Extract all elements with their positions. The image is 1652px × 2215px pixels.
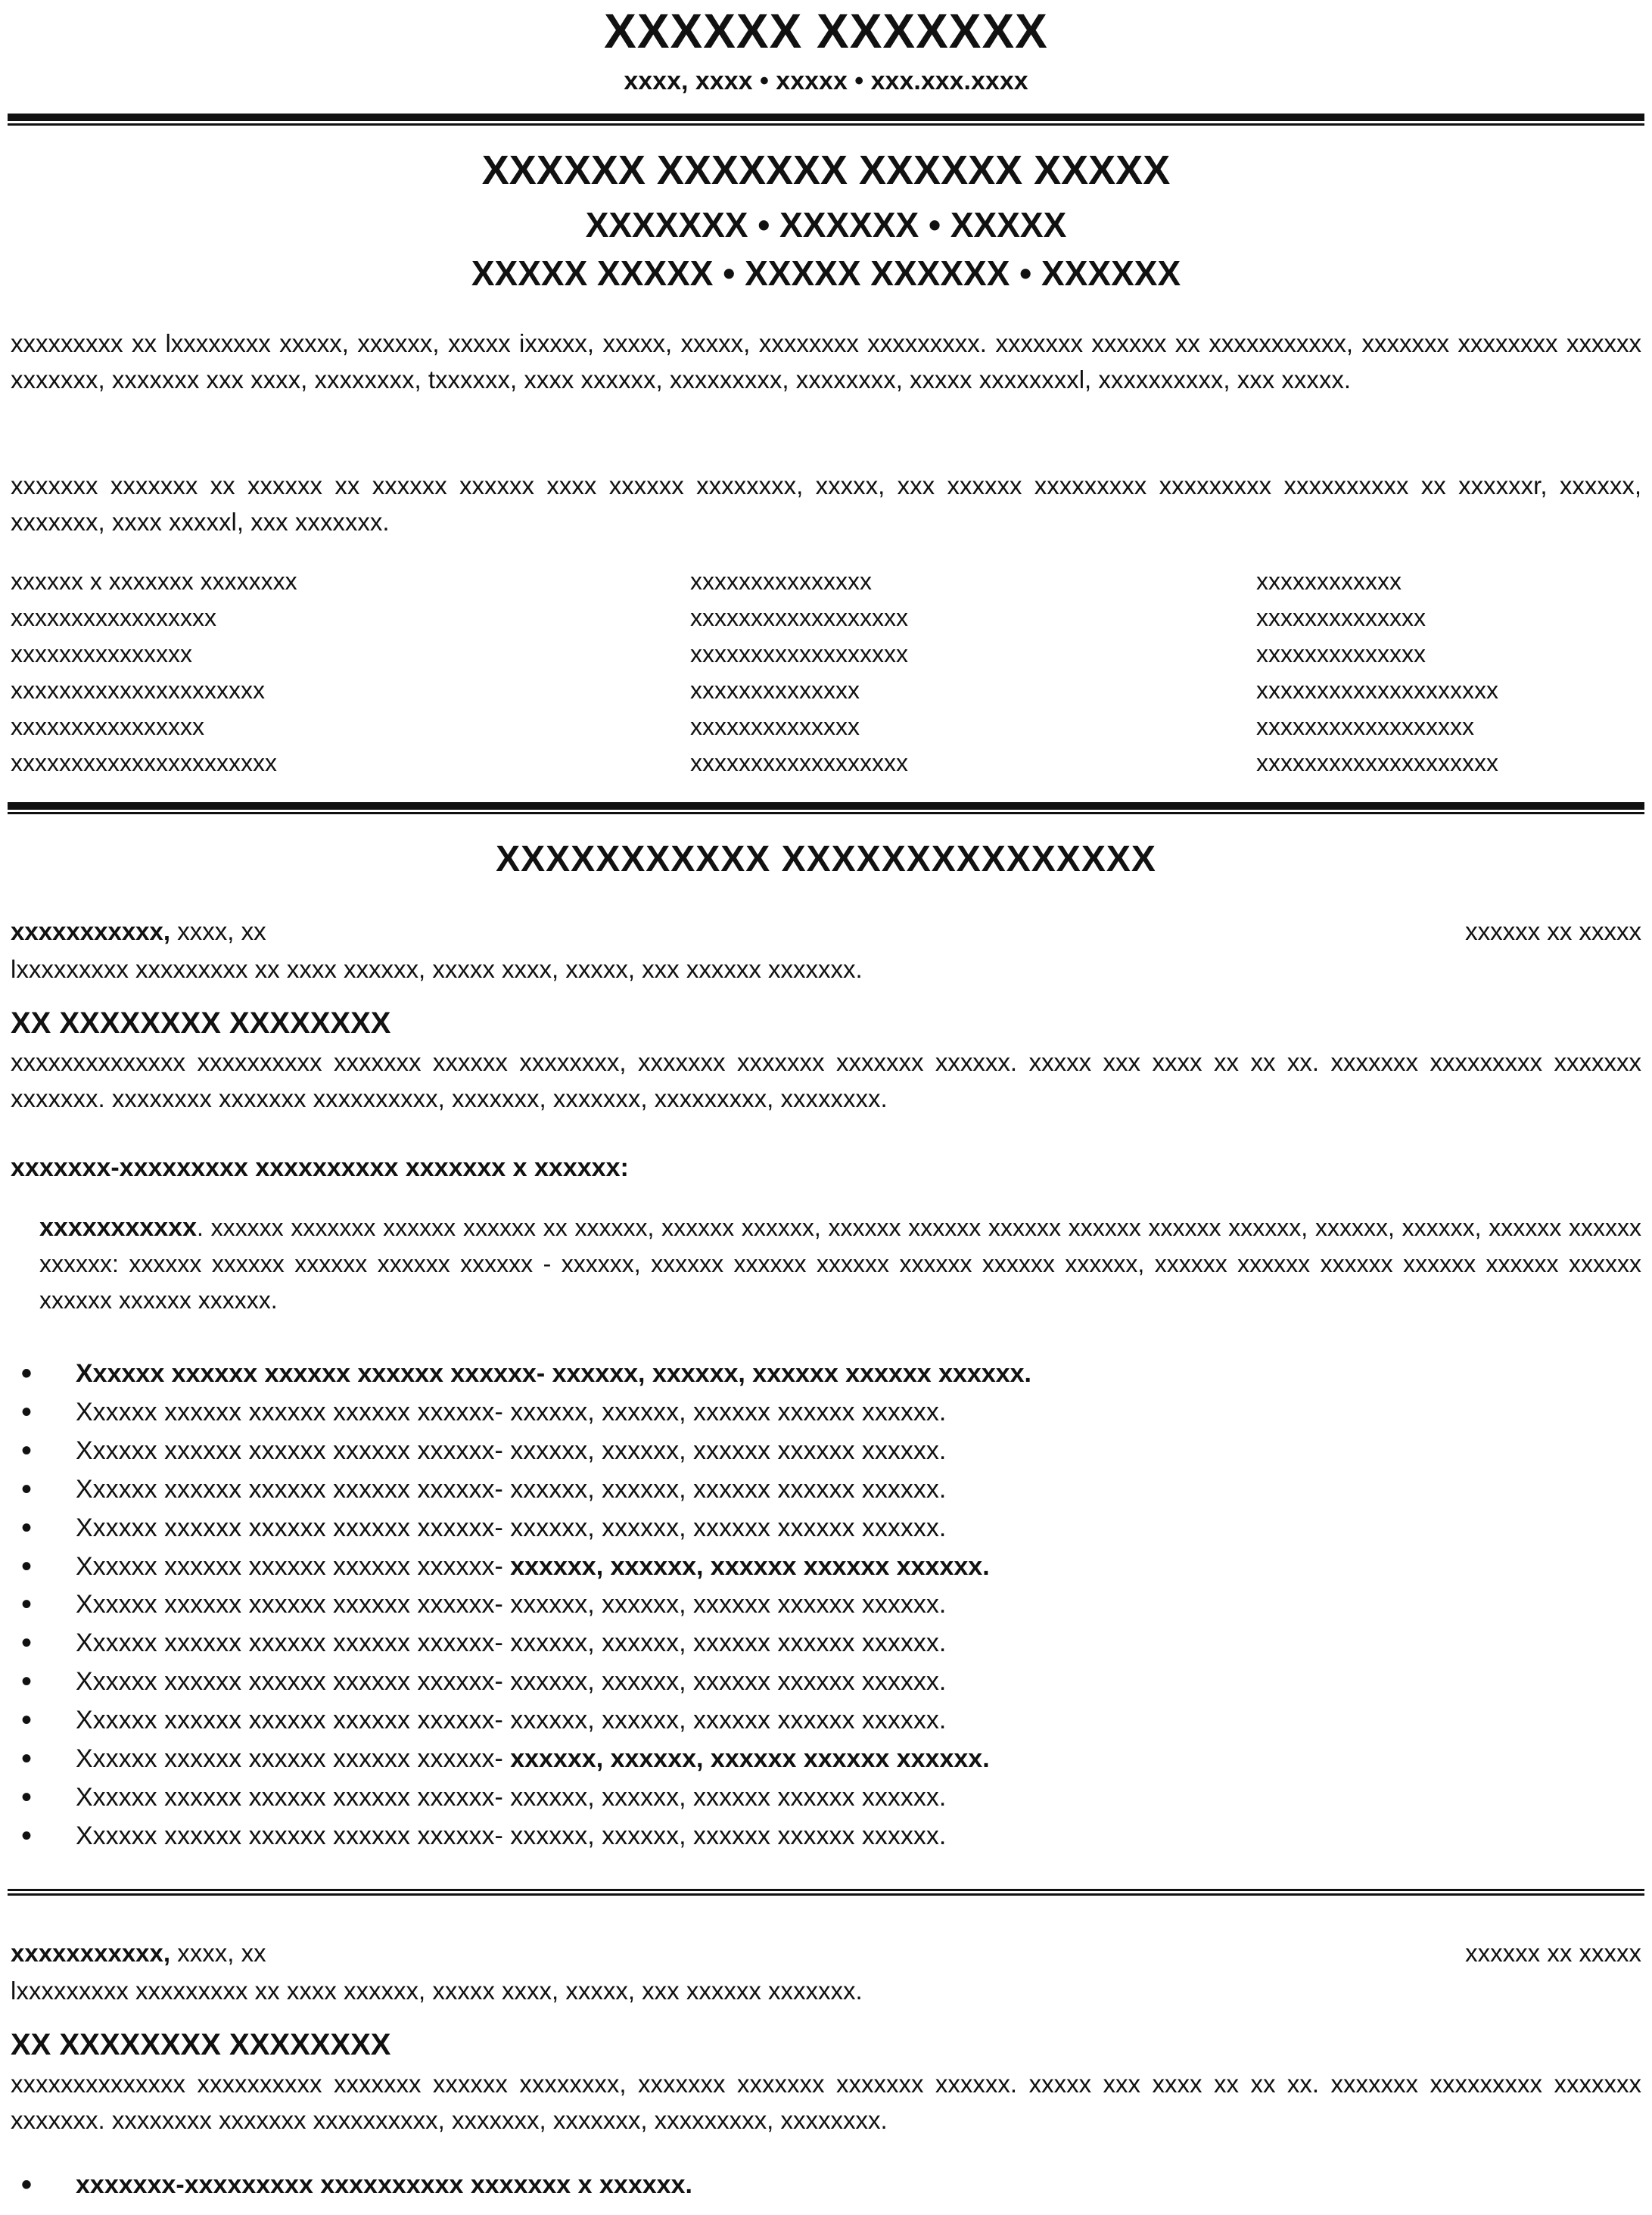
skill-item: xxxxxxxxxxxxxxx [11, 640, 192, 667]
skill-item: xxxxxxxxxxxxxxxxxx [1256, 713, 1474, 740]
bullet-icon: • [21, 1472, 33, 1506]
skill-item: xxxxxxxxxxxxxxxxxxxxxx [11, 749, 277, 776]
list-item: • Xxxxxx xxxxxx xxxxxx xxxxxx xxxxxx- xxxxxx, xxxxxx, xxxxxx xxxxxx xxxxxx. [76, 1432, 1031, 1470]
job1-location: xxxx, xx [170, 917, 266, 945]
bullet-icon: • [21, 1703, 33, 1737]
skill-item: xxxxxxxxxxxx [1256, 568, 1402, 595]
list-item: • xxxxxxx-xxxxxxxxx xxxxxxxxxx xxxxxxx x xxxxxx. [76, 2166, 692, 2204]
bullet-icon: • [21, 2168, 33, 2201]
divider-job2 [8, 1889, 1644, 1896]
skill-item: xxxxxxxxxxxxxxxxx [11, 604, 216, 631]
profile-paragraph-2: xxxxxxx xxxxxxx xx xxxxxx xx xxxxxx xxxxxx xxxx xxxxxx xxxxxxxx, xxxxx, xxx xxxxxx xxxxxxxxx xxxxxxxxx xxxxxxxxxx xx xxxxxxr, xxxxxx, xxxxxxx, xxxx xxxxxl, xxx xxxxxxx. [11, 471, 1641, 536]
job2-bullet-list [15, 2166, 692, 2204]
skills-column-2 [690, 563, 908, 781]
list-item: • Xxxxxx xxxxxx xxxxxx xxxxxx xxxxxx- xxxxxx, xxxxxx, xxxxxx xxxxxx xxxxxx. [76, 1624, 1031, 1663]
job1-role: XX XXXXXXXX XXXXXXXX [11, 1006, 391, 1040]
skill-item: xxxxxxxxxxxxxx [690, 713, 860, 740]
job2-role: XX XXXXXXXX XXXXXXXX [11, 2028, 391, 2061]
job1-summary-lead: xxxxxxxxxxx [39, 1213, 198, 1242]
list-item: • Xxxxxx xxxxxx xxxxxx xxxxxx xxxxxx- xxxxxx, xxxxxx, xxxxxx xxxxxx xxxxxx. [76, 1778, 1031, 1817]
bullet-icon: • [21, 1626, 33, 1660]
bullet-icon: • [21, 1395, 33, 1429]
bullet-icon: • [21, 1433, 33, 1467]
list-item: • Xxxxxx xxxxxx xxxxxx xxxxxx xxxxxx- xxxxxx, xxxxxx, xxxxxx xxxxxx xxxxxx. [76, 1585, 1031, 1624]
job2-description: lxxxxxxxxx xxxxxxxxx xx xxxx xxxxxx, xxxxx xxxx, xxxxx, xxx xxxxxx xxxxxxx. [11, 1977, 863, 2005]
profile-subline-1: XXXXXXX • XXXXXX • XXXXX [585, 205, 1067, 244]
job1-description: lxxxxxxxxx xxxxxxxxx xx xxxx xxxxxx, xxxxx xxxx, xxxxx, xxx xxxxxx xxxxxxx. [11, 955, 863, 983]
profile-paragraph-1: xxxxxxxxx xx lxxxxxxxx xxxxx, xxxxxx, xxxxx ixxxxx, xxxxx, xxxxx, xxxxxxxx xxxxxxxxx. xxxxxxx xxxxxx xx xxxxxxxxxxx, xxxxxxx xxxxxxxx xxxxxx xxxxxxx, xxxxxxx xxx xxxx, xxxxxxxx, txxxxxx, xxxx xxxxxx, xxxxxxxxx, xxxxxxxx, xxxxx xxxxxxxxl, xxxxxxxxxx, xxx xxxxx. [11, 329, 1641, 394]
skill-item: xxxxxxxxxxxxxx [690, 677, 860, 704]
skill-item: xxxxxxxxxxxxxxxxxx [690, 640, 908, 667]
list-item: • Xxxxxx xxxxxx xxxxxx xxxxxx xxxxxx- xxxxxx, xxxxxx, xxxxxx xxxxxx xxxxxx. [76, 1817, 1031, 1856]
skill-item: xxxxxx x xxxxxxx xxxxxxxx [11, 568, 297, 595]
job1-summary-text: . xxxxxx xxxxxxx xxxxxx xxxxxx xx xxxxxx, xxxxxx xxxxxx, xxxxxx xxxxxx xxxxxx xxxxxx xxxxxx xxxxxx, xxxxxx, xxxxxx, xxxxxx xxxxxx xxxxxx: xxxxxx xxxxxx xxxxxx xxxxxx xxxxxx - xxxxxx, xxxxxx xxxxxx xxxxxx xxxxxx xxxxxx xxxxxx, xxxxxx xxxxxx xxxxxx xxxxxx xxxxxx xxxxxx xxxxxx xxxxxx xxxxxx. [39, 1214, 1641, 1314]
list-item: • Xxxxxx xxxxxx xxxxxx xxxxxx xxxxxx- xxxxxx, xxxxxx, xxxxxx xxxxxx xxxxxx. [76, 1548, 1031, 1586]
list-item: • Xxxxxx xxxxxx xxxxxx xxxxxx xxxxxx- xxxxxx, xxxxxx, xxxxxx xxxxxx xxxxxx. [76, 1701, 1031, 1740]
candidate-name: XXXXXX XXXXXXX [604, 4, 1048, 58]
skill-item: xxxxxxxxxxxxxxxxxxxx [1256, 749, 1498, 776]
job1-header [11, 917, 1641, 946]
bullet-icon: • [21, 1742, 33, 1776]
bullet-icon: • [21, 1665, 33, 1699]
skill-item: xxxxxxxxxxxxxxxxxx [690, 749, 908, 776]
contact-line: xxxx, xxxx • xxxxx • xxx.xxx.xxxx [624, 67, 1028, 95]
skills-column-1 [11, 563, 297, 781]
list-item: • Xxxxxx xxxxxx xxxxxx xxxxxx xxxxxx- xxxxxx, xxxxxx, xxxxxx xxxxxx xxxxxx. [76, 1509, 1031, 1548]
job2-company: xxxxxxxxxxx, [11, 1939, 171, 1967]
bullet-icon: • [21, 1510, 33, 1545]
skill-item: xxxxxxxxxxxxxxxx [11, 713, 204, 740]
job1-achievements-heading: xxxxxxx-xxxxxxxxx xxxxxxxxxx xxxxxxx x xxxxxx: [11, 1153, 629, 1182]
skill-item: xxxxxxxxxxxxxxxxxxxxx [11, 677, 265, 704]
bullet-icon: • [21, 1357, 33, 1390]
job1-role-description: xxxxxxxxxxxxxx xxxxxxxxxx xxxxxxx xxxxxx xxxxxxxx, xxxxxxx xxxxxxx xxxxxxx xxxxxx. xxxxx xxx xxxx xx xx xx. xxxxxxx xxxxxxxxx xxxxxxx xxxxxxx. xxxxxxxx xxxxxxx xxxxxxxxxx, xxxxxxx, xxxxxxx, xxxxxxxxx, xxxxxxxx. [11, 1048, 1641, 1112]
bullet-icon: • [21, 1818, 33, 1853]
list-item: • Xxxxxx xxxxxx xxxxxx xxxxxx xxxxxx- xxxxxx, xxxxxx, xxxxxx xxxxxx xxxxxx. [76, 1355, 1031, 1393]
skill-item: xxxxxxxxxxxxxxx [690, 568, 872, 595]
experience-title: XXXXXXXXXXX XXXXXXXXXXXXXXX [496, 839, 1156, 879]
bullet-icon: • [21, 1588, 33, 1622]
skill-item: xxxxxxxxxxxxxx [1256, 604, 1426, 631]
list-item: • Xxxxxx xxxxxx xxxxxx xxxxxx xxxxxx- xxxxxx, xxxxxx, xxxxxx xxxxxx xxxxxx. [76, 1740, 1031, 1778]
divider-experience [8, 802, 1644, 814]
skill-item: xxxxxxxxxxxxxx [1256, 640, 1426, 667]
profile-subline-2: XXXXX XXXXX • XXXXX XXXXXX • XXXXXX [471, 254, 1181, 293]
list-item: • Xxxxxx xxxxxx xxxxxx xxxxxx xxxxxx- xxxxxx, xxxxxx, xxxxxx xxxxxx xxxxxx. [76, 1393, 1031, 1432]
bullet-icon: • [21, 1780, 33, 1814]
bullet-icon: • [21, 1549, 33, 1583]
job2-dates: xxxxxx xx xxxxx [1465, 1939, 1641, 1967]
list-item: • Xxxxxx xxxxxx xxxxxx xxxxxx xxxxxx- xxxxxx, xxxxxx, xxxxxx xxxxxx xxxxxx. [76, 1663, 1031, 1701]
list-item: • Xxxxxx xxxxxx xxxxxx xxxxxx xxxxxx- xxxxxx, xxxxxx, xxxxxx xxxxxx xxxxxx. [76, 1470, 1031, 1509]
job1-dates: xxxxxx xx xxxxx [1465, 917, 1641, 945]
job2-role-description: xxxxxxxxxxxxxx xxxxxxxxxx xxxxxxx xxxxxx xxxxxxxx, xxxxxxx xxxxxxx xxxxxxx xxxxxx. xxxxx xxx xxxx xx xx xx. xxxxxxx xxxxxxxxx xxxxxxx xxxxxxx. xxxxxxxx xxxxxxx xxxxxxxxxx, xxxxxxx, xxxxxxx, xxxxxxxxx, xxxxxxxx. [11, 2070, 1641, 2134]
profile-headline: XXXXXX XXXXXXX XXXXXX XXXXX [481, 148, 1171, 193]
job1-summary [39, 1209, 1641, 1318]
divider-top [8, 114, 1644, 126]
skills-column-3 [1256, 563, 1498, 781]
skill-item: xxxxxxxxxxxxxxxxxx [690, 604, 908, 631]
job2-header [11, 1939, 1641, 1968]
skill-item: xxxxxxxxxxxxxxxxxxxx [1256, 677, 1498, 704]
job1-bullet-list [15, 1355, 1031, 1856]
job1-company: xxxxxxxxxxx, [11, 917, 171, 945]
job2-location: xxxx, xx [170, 1939, 266, 1967]
